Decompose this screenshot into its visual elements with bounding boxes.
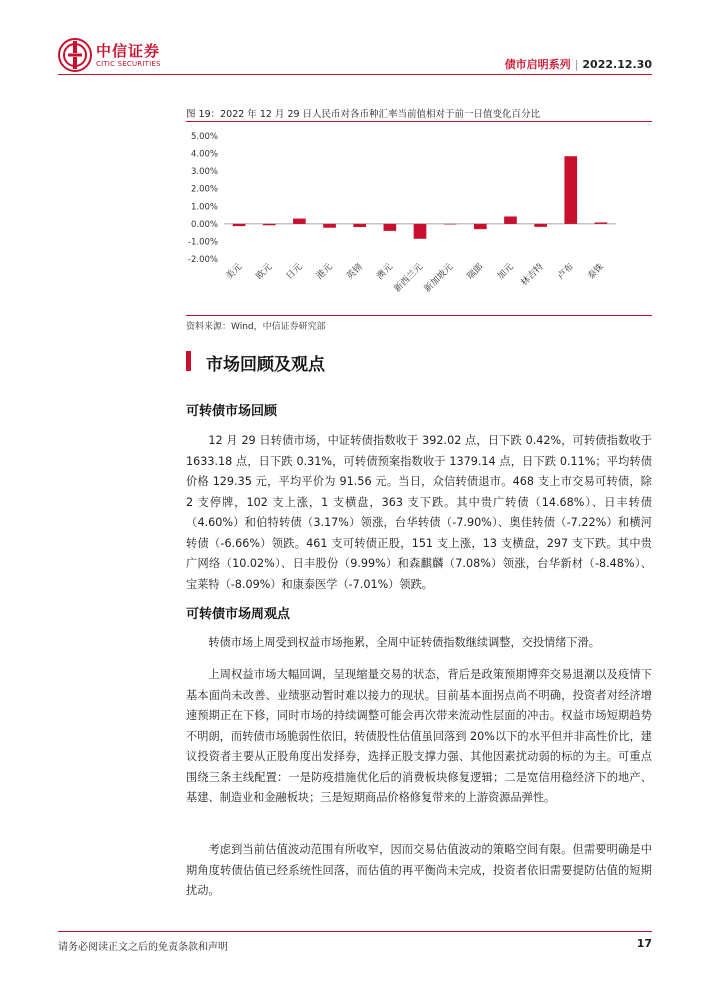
- subsection-title-weekly-view: 可转债市场周观点: [186, 607, 291, 622]
- bar-8: [474, 224, 487, 229]
- y-tick-label: 0.00%: [190, 219, 218, 230]
- category-label: 瑞郎: [465, 262, 486, 282]
- logo-name-en: CITIC SECURITIES: [96, 60, 161, 68]
- bar-5: [384, 224, 397, 231]
- series-name: 债市启明系列: [504, 58, 571, 71]
- citic-logo-icon: [58, 38, 92, 72]
- section-marker: [186, 351, 191, 371]
- header-separator: |: [574, 58, 579, 71]
- bar-2: [293, 219, 306, 224]
- y-tick-label: 2.00%: [190, 184, 218, 195]
- category-label: 英镑: [345, 262, 365, 282]
- category-label: 加元: [495, 262, 516, 282]
- figure-source: 资料来源：Wind，中信证券研究部: [186, 322, 326, 332]
- category-label: 澳元: [375, 262, 395, 282]
- header-series: [505, 56, 652, 72]
- y-tick-label: 1.00%: [190, 202, 218, 213]
- category-label: 港元: [314, 262, 335, 282]
- header-divider: [58, 74, 652, 75]
- bar-6: [414, 224, 427, 239]
- paragraph-market-review: 12 月 29 日转债市场，中证转债指数收于 392.02 点，日下跌 0.42%，可转债指数收于 1633.18 点，日下跌 0.31%，可转债预案指数收于 1379.14 点，日下跌 0.11%；平均转债价格 129.35 元，平均平价为 91.56 元。当日，众信转债退市。468 支上市交易可转债，除 2 支停牌，102 支上涨，1 支横盘，363 支下跌。其中贵广转债（14.68%）、日丰转债（4.60%）和伯特转债（3.17%）领涨，台华转债（-7.90%）、奥佳转债（-7.22%）和横河转债（-6.66%）领跌。461 支可转债正股，151 支上涨，13 支横盘，297 支下跌。其中贵广网络（10.02%）、日丰股份（9.99%）和森麒麟（7.08%）领涨，台华新材（-8.48%）、宝莱特（-8.09%）和康泰医学（-7.01%）领跌。: [186, 434, 652, 591]
- y-tick-label: 3.00%: [190, 167, 218, 178]
- figure-title: 图 19：2022 年 12 月 29 日人民币对各币种汇率当前值相对于前一日值变化百分比: [186, 109, 541, 120]
- category-label: 新加坡元: [422, 262, 456, 295]
- footer-disclaimer: 请务必阅读正文之后的免责条款和声明: [58, 942, 228, 953]
- report-date: 2022.12.30: [582, 58, 652, 71]
- category-label: 新西兰元: [392, 262, 426, 295]
- y-tick-label: -2.00%: [187, 255, 218, 265]
- bar-11: [564, 156, 577, 224]
- category-label: 林吉特: [519, 262, 546, 289]
- figure-bottom-rule: [186, 315, 652, 316]
- y-tick-label: 4.00%: [190, 149, 218, 160]
- category-label: 欧元: [254, 262, 275, 282]
- paragraph-equity-outlook: 上周权益市场大幅回调，呈现缩量交易的状态，背后是政策预期博弈交易退潮以及疫情下基本面尚未改善、业绩驱动暂时难以接力的现状。目前基本面拐点尚不明确，投资者对经济增速预期正在下修，同时市场的持续调整可能会再次带来流动性层面的冲击。权益市场短期趋势不明朗，而转债市场脆弱性依旧，转债股性估值虽回落到 20%以下的水平但并非高性价比，建议投资者主要从正股角度出发择券，选择正股支撑力强、其他因素扰动弱的标的为主。可重点围绕三条主线配置：一是防疫措施优化后的消费板块修复逻辑；二是宽信用稳经济下的地产、基建、制造业和金融板块；三是短期商品价格修复带来的上游资源品弹性。: [186, 668, 652, 804]
- footer-divider: [58, 931, 652, 932]
- figure-top-rule: [186, 121, 652, 122]
- bar-3: [323, 224, 336, 228]
- bar-7: [444, 224, 457, 225]
- paragraph-valuation: 考虑到当前估值波动范围有所收窄，因而交易估值波动的策略空间有限。但需要明确是中期角度转债估值已经系统性回落，而估值的再平衡尚未完成，投资者依旧需要提防估值的短期扰动。: [186, 843, 652, 897]
- category-label: 美元: [224, 262, 245, 282]
- category-label: 泰铢: [586, 262, 607, 282]
- fx-change-bar-chart: [186, 124, 652, 314]
- bar-0: [233, 224, 246, 226]
- category-label: 卢布: [556, 262, 576, 282]
- paragraph-weekly-summary: 转债市场上周受到权益市场拖累，全周中证转债指数继续调整，交投情绪下滑。: [208, 636, 600, 649]
- y-tick-label: 5.00%: [190, 132, 218, 142]
- y-tick-label: -1.00%: [187, 237, 218, 248]
- subsection-title-review: 可转债市场回顾: [186, 404, 278, 419]
- category-label: 日元: [284, 262, 305, 282]
- page-number: 17: [636, 937, 652, 950]
- section-title: 市场回顾及观点: [206, 355, 325, 375]
- bar-10: [534, 224, 547, 227]
- bar-1: [263, 224, 276, 225]
- bar-9: [504, 216, 517, 223]
- bar-12: [595, 222, 608, 223]
- logo-name-cn: 中信证券: [96, 42, 161, 60]
- bar-4: [353, 224, 366, 227]
